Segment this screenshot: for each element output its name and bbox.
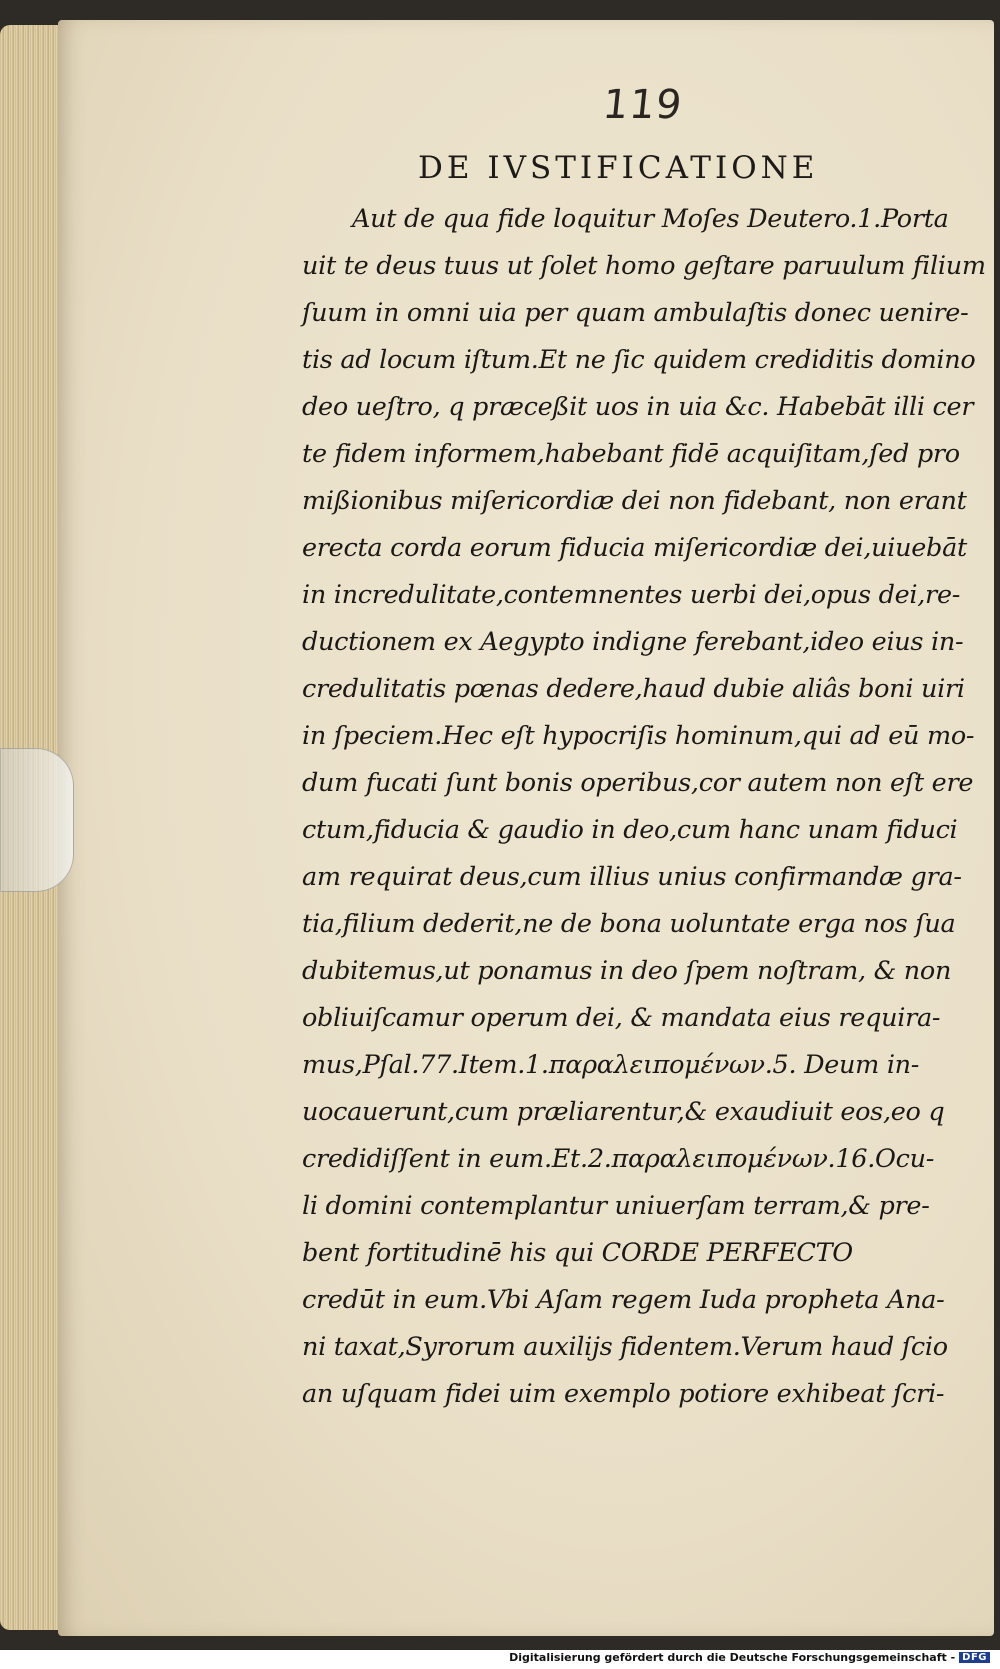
text-line: am requirat deus,cum illius unius confirmandæ gra-: [302, 862, 962, 892]
text-line: obliuiſcamur operum dei, & mandata eius requira-: [302, 1003, 941, 1033]
text-line: credulitatis pœnas dedere,haud dubie aliâs boni uiri: [302, 674, 965, 704]
page-clip: [0, 748, 74, 892]
text-line: Aut de qua fide loquitur Moſes Deutero.1.Porta: [352, 204, 949, 234]
text-line: in ſpeciem.Hec eſt hypocriſis hominum,qui ad eū mo-: [302, 721, 975, 751]
text-line: uit te deus tuus ut ſolet homo geſtare paruulum filium: [302, 251, 986, 281]
body-text: [302, 196, 1000, 1418]
text-line: mus,Pſal.77.Item.1.παραλειπομένων.5. Deum in-: [302, 1050, 920, 1080]
text-line: ctum,fiducia & gaudio in deo,cum hanc unam fiduci: [302, 815, 958, 845]
text-line: deo ueſtro, q præceßit uos in uia &c. Habebāt illi cer: [302, 392, 974, 422]
text-line: uocauerunt,cum præliarentur,& exaudiuit eos,eo q: [302, 1097, 945, 1127]
dfg-logo: DFG: [959, 1652, 990, 1663]
running-heading: DE IVSTIFICATIONE: [418, 150, 819, 186]
footer-credit: [509, 1651, 990, 1664]
folio-number: 119: [600, 82, 685, 128]
text-line: mißionibus miſericordiæ dei non fidebant, non erant: [302, 486, 967, 516]
text-line: in incredulitate,contemnentes uerbi dei,opus dei,re-: [302, 580, 961, 610]
text-line: dubitemus,ut ponamus in deo ſpem noſtram, & non: [302, 956, 952, 986]
text-line: tia,filium dederit,ne de bona uoluntate erga nos ſua: [302, 909, 956, 939]
text-line: erecta corda eorum fiducia miſericordiæ dei,uiuebāt: [302, 533, 967, 563]
text-line: credidiſſent in eum.Et.2.παραλειπομένων.16.Ocu-: [302, 1144, 935, 1174]
text-line: ni taxat,Syrorum auxilijs fidentem.Verum haud ſcio: [302, 1332, 948, 1362]
text-line: li domini contemplantur uniuerſam terram,& pre-: [302, 1191, 930, 1221]
text-line: ductionem ex Aegypto indigne ferebant,ideo eius in-: [302, 627, 964, 657]
book-page: [58, 20, 994, 1636]
text-line: credūt in eum.Vbi Aſam regem Iuda propheta Ana-: [302, 1285, 945, 1315]
text-line: bent fortitudinē his qui CORDE PERFECTO: [302, 1238, 853, 1268]
text-line: dum fucati ſunt bonis operibus,cor autem non eſt ere: [302, 768, 974, 798]
text-line: an uſquam fidei uim exemplo potiore exhibeat ſcri-: [302, 1379, 945, 1409]
footer-credit-text: Digitalisierung gefördert durch die Deutsche Forschungsgemeinschaft -: [509, 1651, 956, 1664]
text-line: ſuum in omni uia per quam ambulaſtis donec uenire-: [302, 298, 969, 328]
text-line: tis ad locum iſtum.Et ne ſic quidem crediditis domino: [302, 345, 976, 375]
text-line: te fidem informem,habebant fidē acquiſitam,ſed pro: [302, 439, 960, 469]
